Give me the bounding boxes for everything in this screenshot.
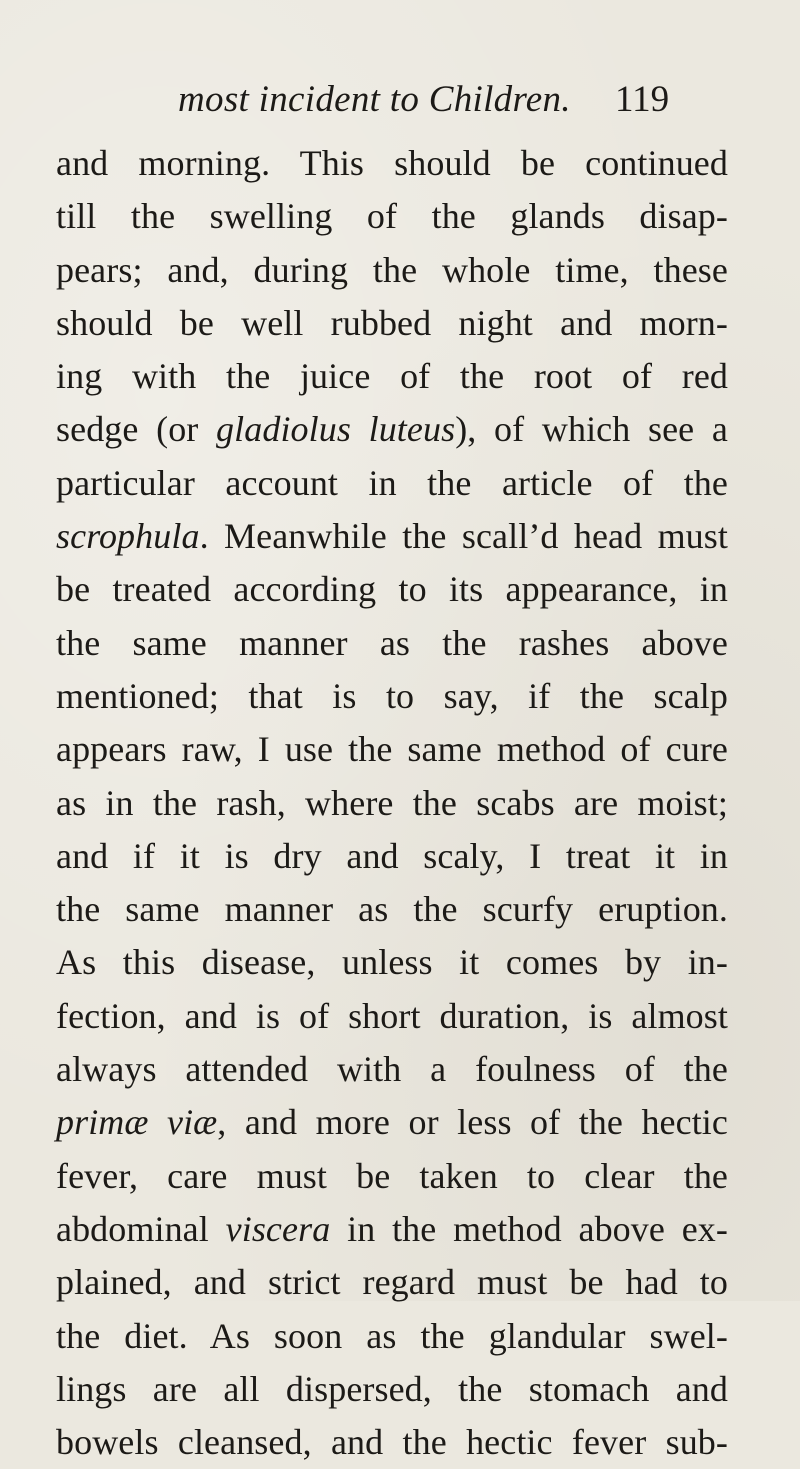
italic-term: primæ viæ [56, 1102, 218, 1143]
text-line: till the swelling of the glands disap- [56, 196, 728, 237]
running-head [0, 78, 800, 122]
text-line: scrophula. Meanwhile the scall’d head must [56, 516, 728, 557]
running-title: most incident to Children. [178, 79, 571, 120]
text-line: should be well rubbed night and morn- [56, 302, 728, 343]
body-text [56, 137, 728, 1469]
text-line: plained, and strict regard must be had to [56, 1262, 728, 1303]
text-line: and morning. This should be continued [56, 143, 728, 183]
text-line: appears raw, I use the same method of cure [56, 729, 728, 770]
text-line: and if it is dry and scaly, I treat it in [56, 835, 728, 876]
italic-term: scrophula [56, 516, 200, 557]
text-line: the diet. As soon as the glandular swel- [56, 1315, 728, 1356]
text-line: pears; and, during the whole time, these [56, 249, 728, 290]
text-line: fever, care must be taken to clear the [56, 1155, 728, 1196]
text-line: be treated according to its appearance, in [56, 569, 728, 610]
text-line: as in the rash, where the scabs are moist; [56, 782, 728, 823]
text-line: As this disease, unless it comes by in- [56, 942, 728, 983]
text-line: abdominal viscera in the method above ex- [56, 1208, 728, 1249]
italic-term: viscera [225, 1208, 331, 1249]
page-number: 119 [615, 79, 670, 120]
text-line: sedge (or gladiolus luteus), of which see a [56, 409, 728, 450]
text-line: mentioned; that is to say, if the scalp [56, 675, 728, 716]
italic-term: gladiolus luteus [216, 409, 456, 450]
text-line: the same manner as the rashes above [56, 622, 728, 663]
text-line: ing with the juice of the root of red [56, 356, 728, 397]
text-line: the same manner as the scurfy eruption. [56, 889, 728, 930]
text-line: lings are all dispersed, the stomach and [56, 1368, 728, 1409]
text-line: fection, and is of short duration, is almost [56, 995, 728, 1036]
text-line: primæ viæ, and more or less of the hectic [56, 1102, 728, 1143]
text-line: bowels cleansed, and the hectic fever sub- [56, 1422, 728, 1463]
text-line: always attended with a foulness of the [56, 1049, 728, 1090]
text-line: particular account in the article of the [56, 462, 728, 503]
